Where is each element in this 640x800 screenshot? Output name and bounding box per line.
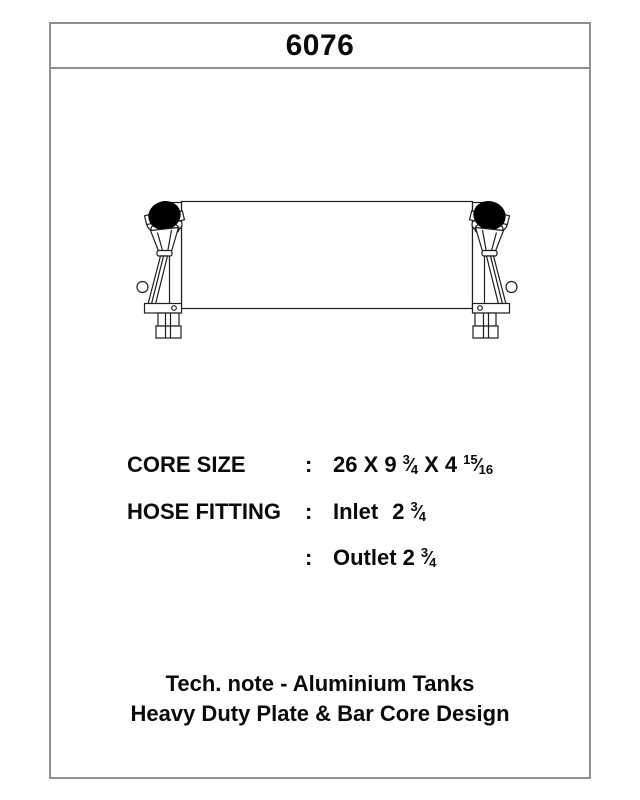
tech-note-line1: Tech. note - Aluminium Tanks — [165, 671, 475, 696]
fraction-three-quarters: 3 ⁄ 4 — [402, 452, 419, 477]
core-size-value: 26 X 9 3 ⁄ 4 X 4 15 ⁄ 16 — [333, 452, 494, 477]
fraction-three-quarters: 3 ⁄ 4 — [410, 499, 426, 524]
outlet-colon: : — [305, 545, 313, 570]
tech-note — [51, 669, 589, 729]
core-size-colon: : — [305, 452, 313, 477]
core-rectangle — [182, 202, 473, 309]
tech-note-line2: Heavy Duty Plate & Bar Core Design — [130, 701, 510, 726]
title-bar — [51, 24, 589, 69]
spec-row-hose-fitting-outlet — [127, 545, 436, 571]
spec-row-core-size — [127, 452, 493, 478]
spec-sheet-frame — [49, 22, 591, 779]
core-size-label: CORE SIZE — [127, 452, 246, 477]
inlet-value: Inlet 2 3 ⁄ 4 — [333, 499, 426, 524]
intercooler-front-view-drawing — [132, 187, 522, 352]
hose-fitting-label: HOSE FITTING — [127, 499, 281, 524]
fraction-fifteen-sixteenths: 15 ⁄ 16 — [463, 452, 494, 477]
part-number-title: 6076 — [285, 28, 355, 62]
outlet-value: Outlet 2 3 ⁄ 4 — [333, 545, 437, 570]
hose-fitting-colon: : — [305, 499, 313, 524]
fraction-three-quarters: 3 ⁄ 4 — [420, 545, 437, 570]
port-and-bracket-assembly — [137, 198, 184, 338]
spec-row-hose-fitting-inlet — [127, 499, 426, 525]
